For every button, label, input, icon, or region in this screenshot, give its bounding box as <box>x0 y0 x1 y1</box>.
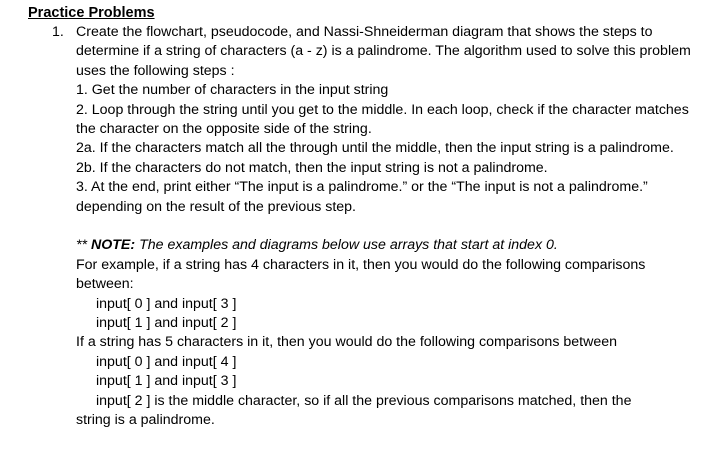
comparison-line: input[ 0 ] and input[ 3 ] <box>96 295 237 312</box>
step-1: 1. Get the number of characters in the input string <box>76 82 389 99</box>
step-2: 2. Loop through the string until you get to the middle. In each loop, check if the character matches the character on the opposite side of the string. <box>76 101 689 138</box>
page-title: Practice Problems <box>28 5 155 21</box>
step-2b: 2b. If the characters do not match, then the input string is not a palindrome. <box>76 159 548 176</box>
problem-intro: Create the flowchart, pseudocode, and Nassi-Shneiderman diagram that shows the steps to determine if a string of characters (a - z) is a palindrome. The algorithm used to solve this problem uses the following steps : <box>76 24 691 79</box>
middle-character-line: input[ 2 ] is the middle character, so if all the previous comparisons matched, then the <box>96 392 632 409</box>
step-2a: 2a. If the characters match all the through until the middle, then the input string is a palindrome. <box>76 140 674 157</box>
list-item-number: 1. <box>52 24 64 40</box>
comparison-line: input[ 1 ] and input[ 2 ] <box>96 315 237 332</box>
comparison-line: input[ 1 ] and input[ 3 ] <box>96 373 237 390</box>
note <box>76 236 696 255</box>
comparison-line: input[ 0 ] and input[ 4 ] <box>96 353 237 370</box>
note-prefix: ** <box>76 237 91 254</box>
conclusion-line: string is a palindrome. <box>76 412 215 429</box>
problem-body <box>76 23 696 431</box>
example-4-chars: For example, if a string has 4 characters in it, then you would do the following comparisons between: <box>76 256 646 293</box>
step-3: 3. At the end, print either “The input is a palindrome.” or the “The input is not a palindrome.” depending on the result of the previous step. <box>76 179 648 215</box>
note-label: NOTE: <box>90 237 136 254</box>
spacer <box>76 217 696 236</box>
note-text: The examples and diagrams below use arrays that start at index 0. <box>135 237 558 254</box>
example-5-chars: If a string has 5 characters in it, then you would do the following comparisons between <box>76 334 618 351</box>
